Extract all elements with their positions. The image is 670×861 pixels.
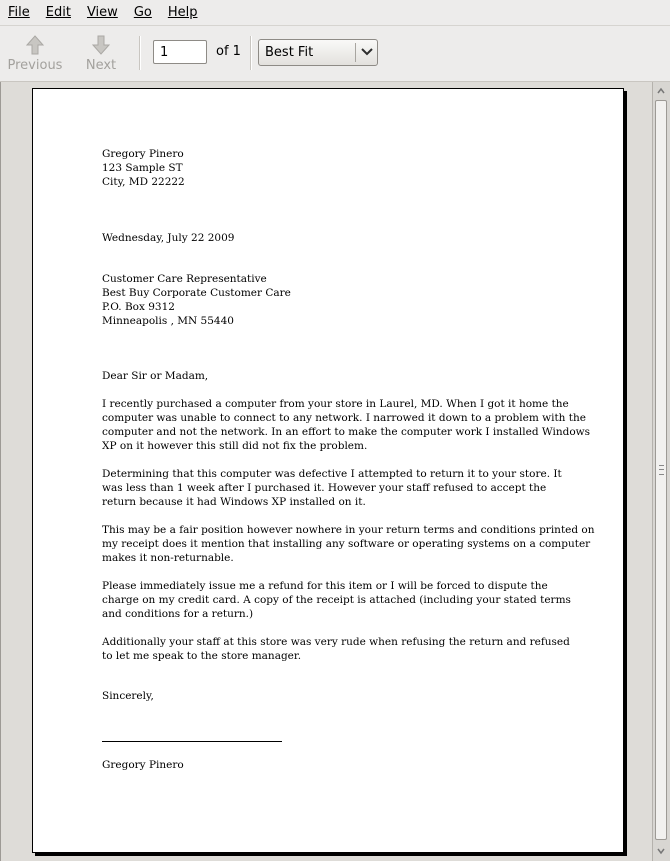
scroll-down-icon[interactable] (655, 844, 667, 858)
menu-edit[interactable]: Edit (45, 5, 71, 20)
paragraph-line: I recently purchased a computer from your store in Laurel, MD. When I got it home the (102, 398, 569, 410)
zoom-select[interactable] (258, 39, 378, 66)
grip-icon (659, 465, 664, 475)
recipient-line: P.O. Box 9312 (102, 301, 175, 313)
paragraph-line: computer was unable to connect to any network. I narrowed it down to a problem with the (102, 412, 586, 424)
next-label: Next (85, 58, 117, 73)
paragraph (102, 467, 562, 509)
paragraph-line: This may be a fair position however nowhere in your return terms and conditions printed on (102, 524, 595, 536)
paragraph-line: my receipt does it mention that installing any software or operating systems on a computer (102, 538, 591, 550)
document-page (32, 88, 624, 853)
paragraph-line: XP on it however this still did not fix the problem. (102, 440, 368, 452)
paragraph-line: was less than 1 week after I purchased it. However your staff refused to accept the (102, 482, 547, 494)
paragraph (102, 635, 570, 663)
paragraph-line: charge on my credit card. A copy of the receipt is attached (including your stated terms (102, 594, 571, 606)
sender-city: City, MD 22222 (102, 176, 185, 188)
sender-name: Gregory Pinero (102, 148, 184, 160)
menu-go[interactable]: Go (133, 5, 152, 20)
scroll-up-icon[interactable] (655, 84, 667, 98)
paragraph-line: Please immediately issue me a refund for this item or I will be forced to dispute the (102, 580, 548, 592)
paragraph-line: makes it non-returnable. (102, 552, 234, 564)
paragraph-line: return because it had Windows XP installed on it. (102, 496, 366, 508)
chevron-down-icon (360, 47, 374, 57)
salutation: Dear Sir or Madam, (102, 370, 209, 382)
paragraph (102, 397, 591, 453)
sender-street: 123 Sample ST (102, 162, 183, 174)
menubar (0, 0, 670, 26)
combo-divider (355, 43, 356, 62)
page-number-input[interactable] (153, 40, 207, 64)
signature-name: Gregory Pinero (102, 759, 184, 771)
scrollbar-thumb[interactable] (655, 100, 667, 840)
up-arrow-icon (25, 34, 45, 56)
paragraph (102, 523, 595, 565)
paragraph-line: Determining that this computer was defective I attempted to return it to your store. It (102, 468, 562, 480)
vertical-scrollbar[interactable] (652, 82, 670, 861)
page-count-label: of 1 (216, 44, 241, 59)
menu-help[interactable]: Help (167, 5, 198, 20)
closing: Sincerely, (102, 690, 154, 702)
recipient-line: Best Buy Corporate Customer Care (102, 287, 291, 299)
previous-button[interactable] (4, 32, 66, 76)
paragraph-line: to let me speak to the store manager. (102, 650, 302, 662)
toolbar (0, 26, 670, 82)
paragraph (102, 579, 571, 621)
next-button[interactable] (70, 32, 132, 76)
letter-date: Wednesday, July 22 2009 (102, 232, 235, 244)
toolbar-separator (139, 36, 141, 70)
recipient-line: Minneapolis , MN 55440 (102, 315, 234, 327)
signature-line (102, 741, 282, 742)
letter-body (102, 147, 595, 772)
zoom-value: Best Fit (265, 45, 314, 60)
document-viewer[interactable] (0, 82, 652, 861)
down-arrow-icon (91, 34, 111, 56)
paragraph-line: and conditions for a return.) (102, 608, 254, 620)
toolbar-separator (250, 36, 252, 70)
menu-view[interactable]: View (86, 5, 118, 20)
previous-label: Previous (7, 58, 63, 73)
recipient-line: Customer Care Representative (102, 273, 267, 285)
paragraph-line: computer and not the network. In an effort to make the computer work I installed Windows (102, 426, 591, 438)
menu-file[interactable]: File (8, 5, 30, 20)
paragraph-line: Additionally your staff at this store was very rude when refusing the return and refused (102, 636, 570, 648)
